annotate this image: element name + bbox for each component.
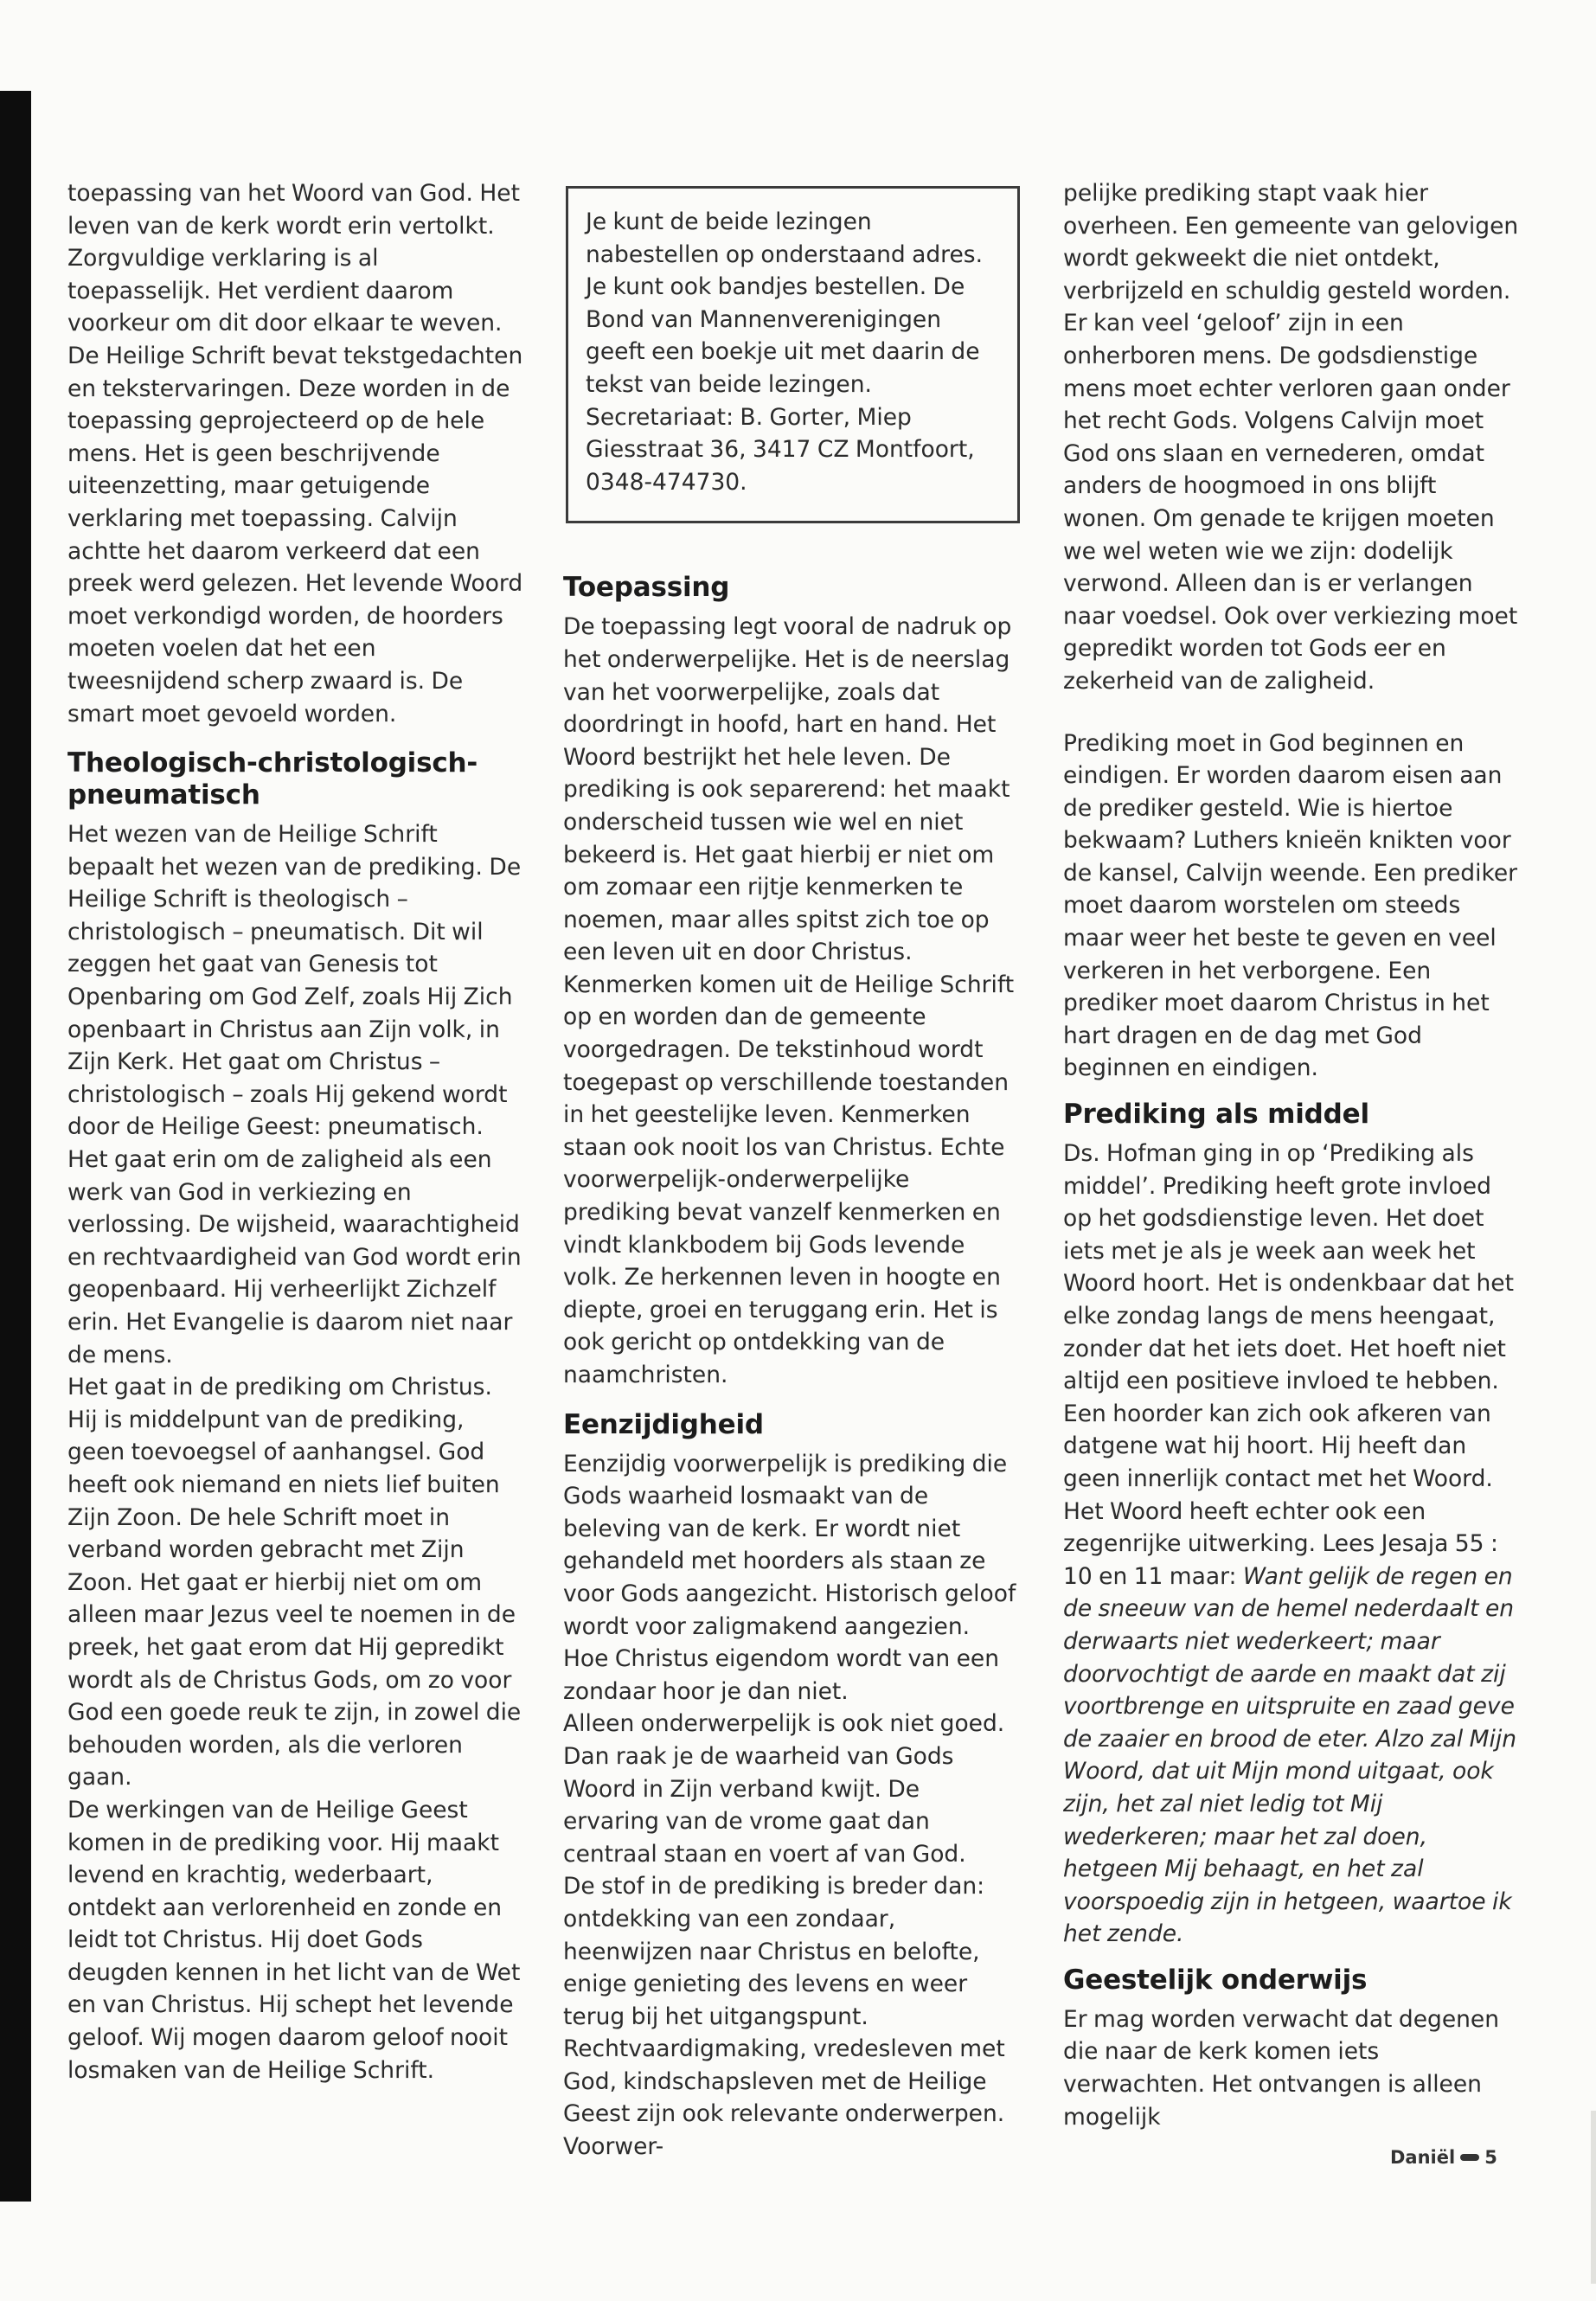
section-heading: Prediking als middel: [1063, 1099, 1369, 1131]
paragraph: Eenzijdig voorwerpelijk is prediking die Gods waarheid losmaakt van de beleving van de kerk. Er wordt niet gehandeld met hoorders als staan ze voor Gods aangezicht. Historisch geloof wordt voor zaligmakend aangezien. Hoe Christus eigendom wordt van een zondaar hoor je dan niet.: [563, 1450, 1016, 1705]
bible-quote: Want gelijk de regen en de sneeuw van de hemel nederdaalt en derwaarts niet wederkeert; maar doorvochtigt de aarde en maakt dat zij voortbrenge en uitspruite en zaad geve de zaaier en brood de eter. Alzo zal Mijn Woord, dat uit Mijn mond uitgaat, ook zijn, het zal niet ledig tot Mij wederkeren; maar het zal doen, hetgeen Mij behaagt, en het zal voorspoedig zijn in hetgeen, waartoe ik het zende.: [1063, 1562, 1517, 1948]
paragraph: Het gaat erin om de zaligheid als een werk van God in verkiezing en verlossing. De wijsheid, waarachtigheid en rechtvaardigheid van God wordt erin geopenbaard. Hij verheerlijkt Zichzelf erin. Het Evangelie is daarom niet naar de mens.: [67, 1146, 522, 1368]
column-3: [1063, 177, 1522, 2133]
page-number: 5: [1484, 2147, 1497, 2168]
section-heading: Eenzijdigheid: [563, 1408, 764, 1440]
paragraph: Het wezen van de Heilige Schrift bepaalt het wezen van de prediking. De Heilige Schrift is theologisch – christologisch – pneumatisch. Dit wil zeggen het gaat van Genesis tot Openbaring om God Zelf, zoals Hij Zich openbaart in Christus aan Zijn volk, in Zijn Kerk. Het gaat om Christus – christologisch – zoals Hij gekend wordt door de Heilige Geest: pneumatisch.: [67, 821, 522, 1141]
box-address: Secretariaat: B. Gorter, Miep Giesstraat 36, 3417 CZ Montfoort, 0348-474730.: [586, 403, 975, 496]
column-2: [563, 177, 1020, 2163]
paragraph: Er mag worden verwacht dat degenen die naar de kerk komen iets verwachten. Het ontvangen is alleen mogelijk: [1063, 2005, 1500, 2131]
order-info-box: [566, 186, 1020, 523]
magazine-name: Daniël: [1390, 2147, 1456, 2168]
paragraph: Prediking moet in God beginnen en eindigen. Er worden daarom eisen aan de prediker gesteld. Wie is hiertoe bekwaam? Luthers knieën knikten voor de kansel, Calvijn weende. Een prediker moet daarom worstelen om steeds maar weer het beste te geven en veel verkeren in het verborgene. Een prediker moet daarom Christus in het hart dragen en de dag met God beginnen en eindigen.: [1063, 729, 1518, 1082]
footer-mark-icon: [1460, 2154, 1479, 2161]
paragraph: pelijke prediking stapt vaak hier overheen. Een gemeente van gelovigen wordt gekweekt die niet ontdekt, verbrijzeld en schuldig gesteld worden. Er kan veel ‘geloof’ zijn in een onherboren mens. De godsdienstige mens moet echter verloren gaan onder het recht Gods. Volgens Calvijn moet God ons slaan en vernederen, omdat anders de hoogmoed in ons blijft wonen. Om genade te krijgen moeten we wel weten wie we zijn: dodelijk verwond. Alleen dan is er verlangen naar voedsel. Ook over verkiezing moet gepredikt worden tot Gods eer en zekerheid van de zaligheid.: [1063, 180, 1519, 695]
paragraph: Het gaat in de prediking om Christus. Hij is middelpunt van de prediking, geen toevoegsel of aanhangsel. God heeft ook niemand en niets lief buiten Zijn Zoon. De hele Schrift moet in verband worden gebracht met Zijn Zoon. Het gaat er hierbij niet om om alleen maar Jezus veel te noemen in de preek, het gaat erom dat Hij gepredikt wordt als de Christus Gods, om zo voor God een goede reuk te zijn, in zowel die behouden worden, als die verloren gaan.: [67, 1374, 522, 1791]
page-edge-shadow: [1591, 2111, 1596, 2284]
paragraph-text: Ds. Hofman ging in op ‘Prediking als middel’. Prediking heeft grote invloed op het godsdienstige leven. Het doet iets met je als je week aan week het Woord hoort. Het is ondenkbaar dat het elke zondag langs de mens heengaat, zonder dat het iets doet. Het hoeft niet altijd een positieve invloed te hebben. Een hoorder kan zich ook afkeren van datgene wat hij hoort. Hij heeft dan geen innerlijk contact met het Woord. Het Woord heeft echter ook een zegenrijke uitwerking. Lees Jesaja 55 : 10 en 11 maar:: [1063, 1140, 1514, 1590]
paragraph: De werkingen van de Heilige Geest komen in de prediking voor. Hij maakt levend en krachtig, wederbaart, ontdekt aan verlorenheid en zonde en leidt tot Christus. Hij doet Gods deugden kennen in het licht van de Wet en van Christus. Hij schept het levende geloof. Wij mogen daarom geloof nooit losmaken van de Heilige Schrift.: [67, 1796, 521, 2084]
box-paragraph: Je kunt de beide lezingen nabestellen op onderstaand adres. Je kunt ook bandjes bestellen. De Bond van Mannenverenigingen geeft een boekje uit met daarin de tekst van beide lezingen.: [586, 208, 984, 398]
section-heading: Geestelijk onderwijs: [1063, 1964, 1368, 1996]
scan-edge-bar: [0, 91, 31, 2202]
paragraph: Alleen onderwerpelijk is ook niet goed. Dan raak je de waarheid van Gods Woord in Zijn verband kwijt. De ervaring van de vrome gaat dan centraal staan en voert af van God.: [563, 1710, 1005, 1868]
paragraph: [1063, 1138, 1522, 1951]
column-1: [67, 177, 526, 2086]
section-heading: Toepassing: [563, 572, 730, 604]
section-heading: Theologisch-christologisch-pneumatisch: [67, 747, 478, 811]
paragraph: toepassing van het Woord van God. Het leven van de kerk wordt erin vertolkt. Zorgvuldige verklaring is al toepasselijk. Het verdient daarom voorkeur om dit door elkaar te weven. De Heilige Schrift bevat tekstgedachten en tekstervaringen. Deze worden in de toepassing geprojecteerd op de hele mens. Het is geen beschrijvende uiteenzetting, maar getuigende verklaring met toepassing. Calvijn achtte het daarom verkeerd dat een preek werd gelezen. Het levende Woord moet verkondigd worden, de hoorders moeten voelen dat het een tweesnijdend scherp zwaard is. De smart moet gevoeld worden.: [67, 180, 523, 727]
paragraph: De toepassing legt vooral de nadruk op het onderwerpelijke. Het is de neerslag van het voorwerpelijke, zoals dat doordringt in hoofd, hart en hand. Het Woord bestrijkt het hele leven. De prediking is ook separerend: het maakt onderscheid tussen wie wel en niet bekeerd is. Het gaat hierbij er niet om om zomaar een rijtje kenmerken te noemen, maar alles spitst zich toe op een leven uit en door Christus. Kenmerken komen uit de Heilige Schrift op en worden dan de gemeente voorgedragen. De tekstinhoud wordt toegepast op verschillende toestanden in het geestelijke leven. Kenmerken staan ook nooit los van Christus. Echte voorwerpelijk-onderwerpelijke prediking bevat vanzelf kenmerken en vindt klankbodem bij Gods levende volk. Ze herkennen leven in hoogte en diepte, groei en teruggang erin. Het is ook gericht op ontdekking van de naamchristen.: [563, 613, 1015, 1388]
page-footer: [1390, 2147, 1497, 2168]
paragraph: De stof in de prediking is breder dan: ontdekking van een zondaar, heenwijzen naar Christus en belofte, enige genieting des levens en weer terug bij het uitgangspunt. Rechtvaardigmaking, vredesleven met God, kindschapsleven met de Heilige Geest zijn ook relevante onderwerpen. Voorwer-: [563, 1873, 1005, 2161]
